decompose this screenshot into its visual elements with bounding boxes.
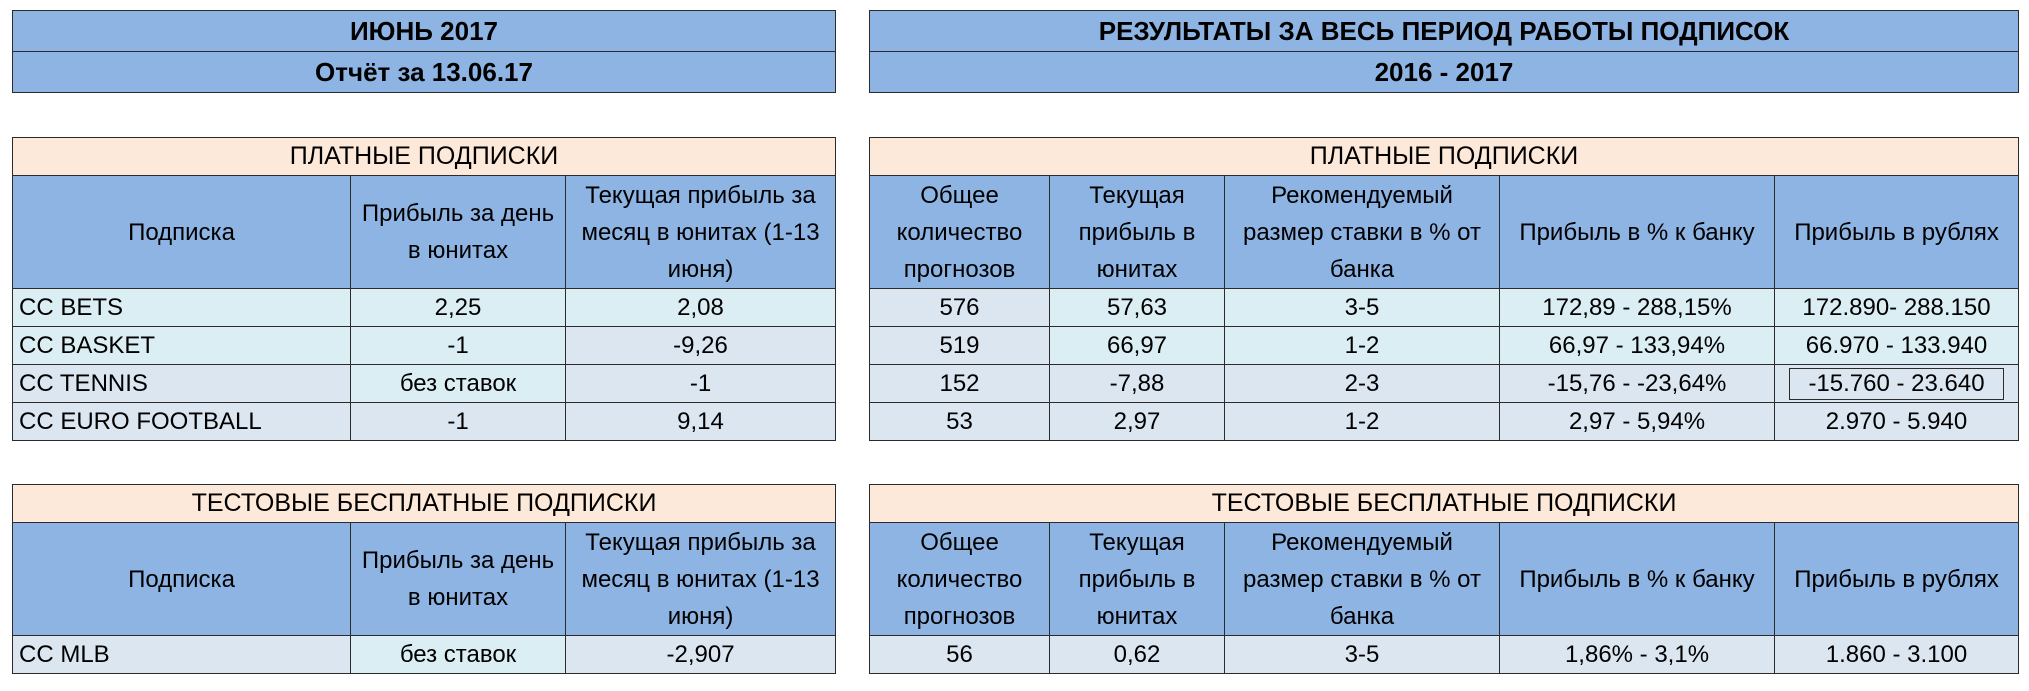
col-header: Рекомендуемый размер ставки в % от банка bbox=[1225, 523, 1500, 636]
table-row bbox=[870, 403, 2019, 441]
subscription-name: CC EURO FOOTBALL bbox=[13, 403, 351, 441]
cell: -15,76 - -23,64% bbox=[1500, 365, 1775, 403]
cell: -1 bbox=[566, 365, 836, 403]
table-row bbox=[870, 327, 2019, 365]
table-row bbox=[13, 365, 836, 403]
cell: 1-2 bbox=[1225, 327, 1500, 365]
col-header: Прибыль за день в юнитах bbox=[351, 523, 566, 636]
cell: 519 bbox=[870, 327, 1050, 365]
subscription-name: CC MLB bbox=[13, 636, 351, 674]
col-header: Общее количество прогнозов bbox=[870, 523, 1050, 636]
col-header: Прибыль в рублях bbox=[1775, 176, 2019, 289]
cell: 56 bbox=[870, 636, 1050, 674]
period-title: РЕЗУЛЬТАТЫ ЗА ВЕСЬ ПЕРИОД РАБОТЫ ПОДПИСОК bbox=[870, 11, 2019, 52]
test-right-table bbox=[869, 484, 2019, 674]
month-title: ИЮНЬ 2017 bbox=[13, 11, 836, 52]
col-header: Текущая прибыль за месяц в юнитах (1-13 июня) bbox=[566, 523, 836, 636]
cell: 2,25 bbox=[351, 289, 566, 327]
paid-left-table bbox=[12, 137, 836, 441]
section-title: ПЛАТНЫЕ ПОДПИСКИ bbox=[13, 138, 836, 176]
cell: 66,97 - 133,94% bbox=[1500, 327, 1775, 365]
col-header: Текущая прибыль в юнитах bbox=[1050, 523, 1225, 636]
section-title: ТЕСТОВЫЕ БЕСПЛАТНЫЕ ПОДПИСКИ bbox=[870, 485, 2019, 523]
col-header: Прибыль за день в юнитах bbox=[351, 176, 566, 289]
cell: 576 bbox=[870, 289, 1050, 327]
col-header: Прибыль в % к банку bbox=[1500, 176, 1775, 289]
table-row bbox=[13, 403, 836, 441]
cell: -2,907 bbox=[566, 636, 836, 674]
test-left-table bbox=[12, 484, 836, 674]
cell bbox=[1775, 365, 2019, 403]
cell: 152 bbox=[870, 365, 1050, 403]
cell: 66.970 - 133.940 bbox=[1775, 327, 2019, 365]
section-title: ТЕСТОВЫЕ БЕСПЛАТНЫЕ ПОДПИСКИ bbox=[13, 485, 836, 523]
cell: 0,62 bbox=[1050, 636, 1225, 674]
left-header-table bbox=[12, 10, 836, 93]
col-header: Прибыль в % к банку bbox=[1500, 523, 1775, 636]
cell: -9,26 bbox=[566, 327, 836, 365]
cell: 3-5 bbox=[1225, 289, 1500, 327]
table-row bbox=[13, 636, 836, 674]
subscription-name: CC TENNIS bbox=[13, 365, 351, 403]
subscription-name: CC BETS bbox=[13, 289, 351, 327]
cell: 2,97 bbox=[1050, 403, 1225, 441]
cell: 1-2 bbox=[1225, 403, 1500, 441]
cell: 172.890- 288.150 bbox=[1775, 289, 2019, 327]
cell: 3-5 bbox=[1225, 636, 1500, 674]
table-row bbox=[13, 289, 836, 327]
cell: 53 bbox=[870, 403, 1050, 441]
cell: 2,97 - 5,94% bbox=[1500, 403, 1775, 441]
cell: 1,86% - 3,1% bbox=[1500, 636, 1775, 674]
cell: 9,14 bbox=[566, 403, 836, 441]
col-header: Текущая прибыль за месяц в юнитах (1-13 июня) bbox=[566, 176, 836, 289]
table-row bbox=[870, 289, 2019, 327]
col-header: Прибыль в рублях bbox=[1775, 523, 2019, 636]
report-date: Отчёт за 13.06.17 bbox=[13, 52, 836, 93]
table-row bbox=[13, 327, 836, 365]
cell: 66,97 bbox=[1050, 327, 1225, 365]
col-header: Подписка bbox=[13, 523, 351, 636]
subscription-name: CC BASKET bbox=[13, 327, 351, 365]
cell: без ставок bbox=[351, 636, 566, 674]
cell: -1 bbox=[351, 327, 566, 365]
cell: 2,08 bbox=[566, 289, 836, 327]
cell: 2-3 bbox=[1225, 365, 1500, 403]
cell: без ставок bbox=[351, 365, 566, 403]
table-row bbox=[870, 636, 2019, 674]
col-header: Рекомендуемый размер ставки в % от банка bbox=[1225, 176, 1500, 289]
cell: 1.860 - 3.100 bbox=[1775, 636, 2019, 674]
period-years: 2016 - 2017 bbox=[870, 52, 2019, 93]
cell: -7,88 bbox=[1050, 365, 1225, 403]
selected-cell: -15.760 - 23.640 bbox=[1789, 368, 2003, 400]
table-row bbox=[870, 365, 2019, 403]
cell: 172,89 - 288,15% bbox=[1500, 289, 1775, 327]
cell: 2.970 - 5.940 bbox=[1775, 403, 2019, 441]
col-header: Текущая прибыль в юнитах bbox=[1050, 176, 1225, 289]
col-header: Подписка bbox=[13, 176, 351, 289]
paid-right-table bbox=[869, 137, 2019, 441]
cell: 57,63 bbox=[1050, 289, 1225, 327]
right-header-table bbox=[869, 10, 2019, 93]
col-header: Общее количество прогнозов bbox=[870, 176, 1050, 289]
cell: -1 bbox=[351, 403, 566, 441]
section-title: ПЛАТНЫЕ ПОДПИСКИ bbox=[870, 138, 2019, 176]
